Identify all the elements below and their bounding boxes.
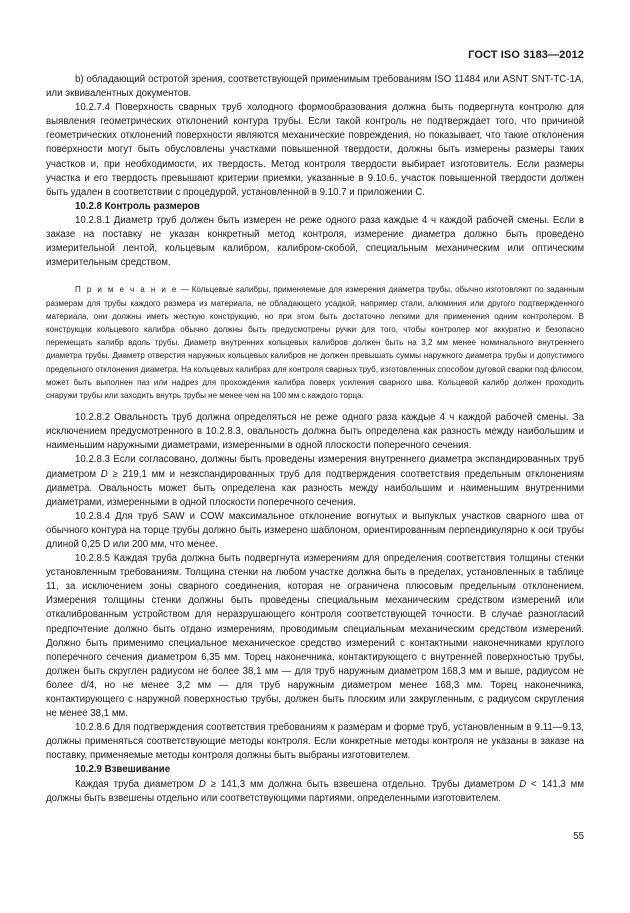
- paragraph-10-2-8-5: 10.2.8.5 Каждая труба должна быть подвергнута измерениям для определения соответствия толщины стенки установленным требованиям. Толщина стенки на любом участке должна быть в пределах, установленных в таблице 11, за исключением зоны сварного соединения, которая не ограничена плюсовым предельным отклонением. Измерения толщины стенки должны быть проведены специальным механическим средством измерений или откалиброванным устройством для неразрушающего контроля соответствующей точности. В случае разногласий предпочтение должно быть отдано измерениям, проводимым специальным механическим средством измерений. Должно быть применимо специальное механическое средство измерений с контактными наконечниками круглого поперечного сечения диаметром 6,35 мм. Торец наконечника, контактирующего с внутренней поверхностью трубы, должен быть скруглен радиусом не более 38,1 мм — для труб наружным диаметром 168,3 мм и выше, радиусом не более d/4, но не менее 3,2 мм — для труб наружным диаметром менее 168,3 мм. Торец наконечника, контактирующего с наружной поверхностью трубы, должен быть плоским или закругленным, с радиусом скругления не менее 38,1 мм.: [46, 553, 584, 720]
- paragraph-10-2-8-4: 10.2.8.4 Для труб SAW и COW максимальное отклонение вогнутых и выпуклых участков сварного шва от обычного контура на торце трубы должно быть измерено шаблоном, ориентированным перпендикулярно к оси трубы длиной 0,25 D или 200 мм, что менее.: [46, 510, 584, 550]
- paragraph-10-2-8-1: 10.2.8.1 Диаметр труб должен быть измерен не реже одного раза каждые 4 ч каждой рабочей смены. Если в заказе на поставку не указан конкретный метод контроля, измерение диаметра должно быть проведено измерительной лентой, кольцевым калибром, калибром-скобой, специальным механическим или оптическим измерительным средством.: [46, 214, 584, 269]
- paragraph-10-2-7-4: 10.2.7.4 Поверхность сварных труб холодного формообразования должна быть подвергнута контролю для выявления геометрических отклонений контура трубы. Если такой контроль не подтверждает того, что причиной геометрических отклонений поверхности являются механические повреждения, но показывает, что такие отклонения поверхности могут быть обусловлены участками повышенной твердости, должны быть измерены размеры таких участков и, при необходимости, их твердость. Метод контроля твердости выбирает изготовитель. Если размеры участка и его твердость превышают критерии приемки, указанные в 9.10.6, участок повышенной твердости должен быть удален в соответствии с процедурой, установленной в 9.10.7 и приложении С.: [46, 102, 584, 198]
- paragraph-10-2-9: Каждая труба диаметром D ≥ 141,3 мм должна быть взвешена отдельно. Трубы диаметром D < 141,3 мм должны быть взвешены отдельно или соответствующими партиями, определенными изготовителем.: [46, 778, 585, 804]
- paragraph-10-2-8-2: 10.2.8.2 Овальность труб должна определяться не реже одного раза каждые 4 ч каждой рабочей смены. За исключением предусмотренного в 10.2.8.3, овальность должна быть определена как разность между наибольшим и наименьшим наружными диаметрами, измеренными в одной плоскости поперечного сечения.: [46, 412, 584, 452]
- paragraph-b: b) обладающий остротой зрения, соответствующей применимым требованиям ISO 11484 или ASNT SNT-TC-1A, или эквивалентных документов.: [46, 74, 584, 100]
- running-header: ГОСТ ISO 3183—2012: [468, 49, 584, 61]
- page-content: [46, 73, 584, 806]
- paragraph-10-2-8-6: 10.2.8.6 Для подтверждения соответствия требованиям к размерам и форме труб, установленным в 9.11—9.13, должны применяться соответствующие методы контроля. Если конкретные методы контроля не указаны в заказе на поставку, применяемые методы контроля должны быть выбраны изготовителем.: [46, 722, 584, 762]
- note-block: [46, 283, 584, 402]
- section-heading-10-2-8: 10.2.8 Контроль размеров: [75, 200, 200, 212]
- paragraph-10-2-8-3: 10.2.8.3 Если согласовано, должны быть проведены измерения внутреннего диаметра экспандированных труб диаметром D ≥ 219,1 мм и незкспандированных труб для подтверждения соответствия предельным отклонениям диаметра. Овальность может быть определена как разность между наибольшим и наименьшим внутренними диаметрами, измеренными в одной плоскости поперечного сечения.: [46, 454, 584, 508]
- note-text: — Кольцевые калибры, применяемые для измерения диаметра трубы, обычно изготовляют по заданным размерам для трубы каждого размера из материала, не обладающего усадкой, например стали, алюминия или другого подтвержденного материала, они должны иметь жесткую конструкцию, но при этом быть достаточно легкими для применения одним контролером. В конструкции кольцевого калибра обычно должны быть предусмотрены ручки для того, чтобы контролер мог аккуратно и безопасно перемещать калибр вдоль трубы. Диаметр внутренних кольцевых калибров должен быть на 3,2 мм менее номинального внутреннего диаметра трубы. Диаметр отверстия наружных кольцевых калибров не должен превышать суммы наружного диаметра трубы и допустимого предельного отклонения диаметра. На кольцевых калибрах для контроля сварных труб, изготовленных способом дуговой сварки под флюсом, может быть выполнен паз или надрез для прохождения калибра поверх усиления сварного шва. Кольцевой калибр должен проходить снаружи трубы или заходить внутрь трубы не менее чем на 100 мм с каждого торца.: [46, 285, 584, 400]
- page-number: 55: [573, 831, 584, 842]
- note-label: П р и м е ч а н и е: [75, 285, 178, 295]
- section-heading-10-2-9: 10.2.9 Взвешивание: [75, 764, 171, 776]
